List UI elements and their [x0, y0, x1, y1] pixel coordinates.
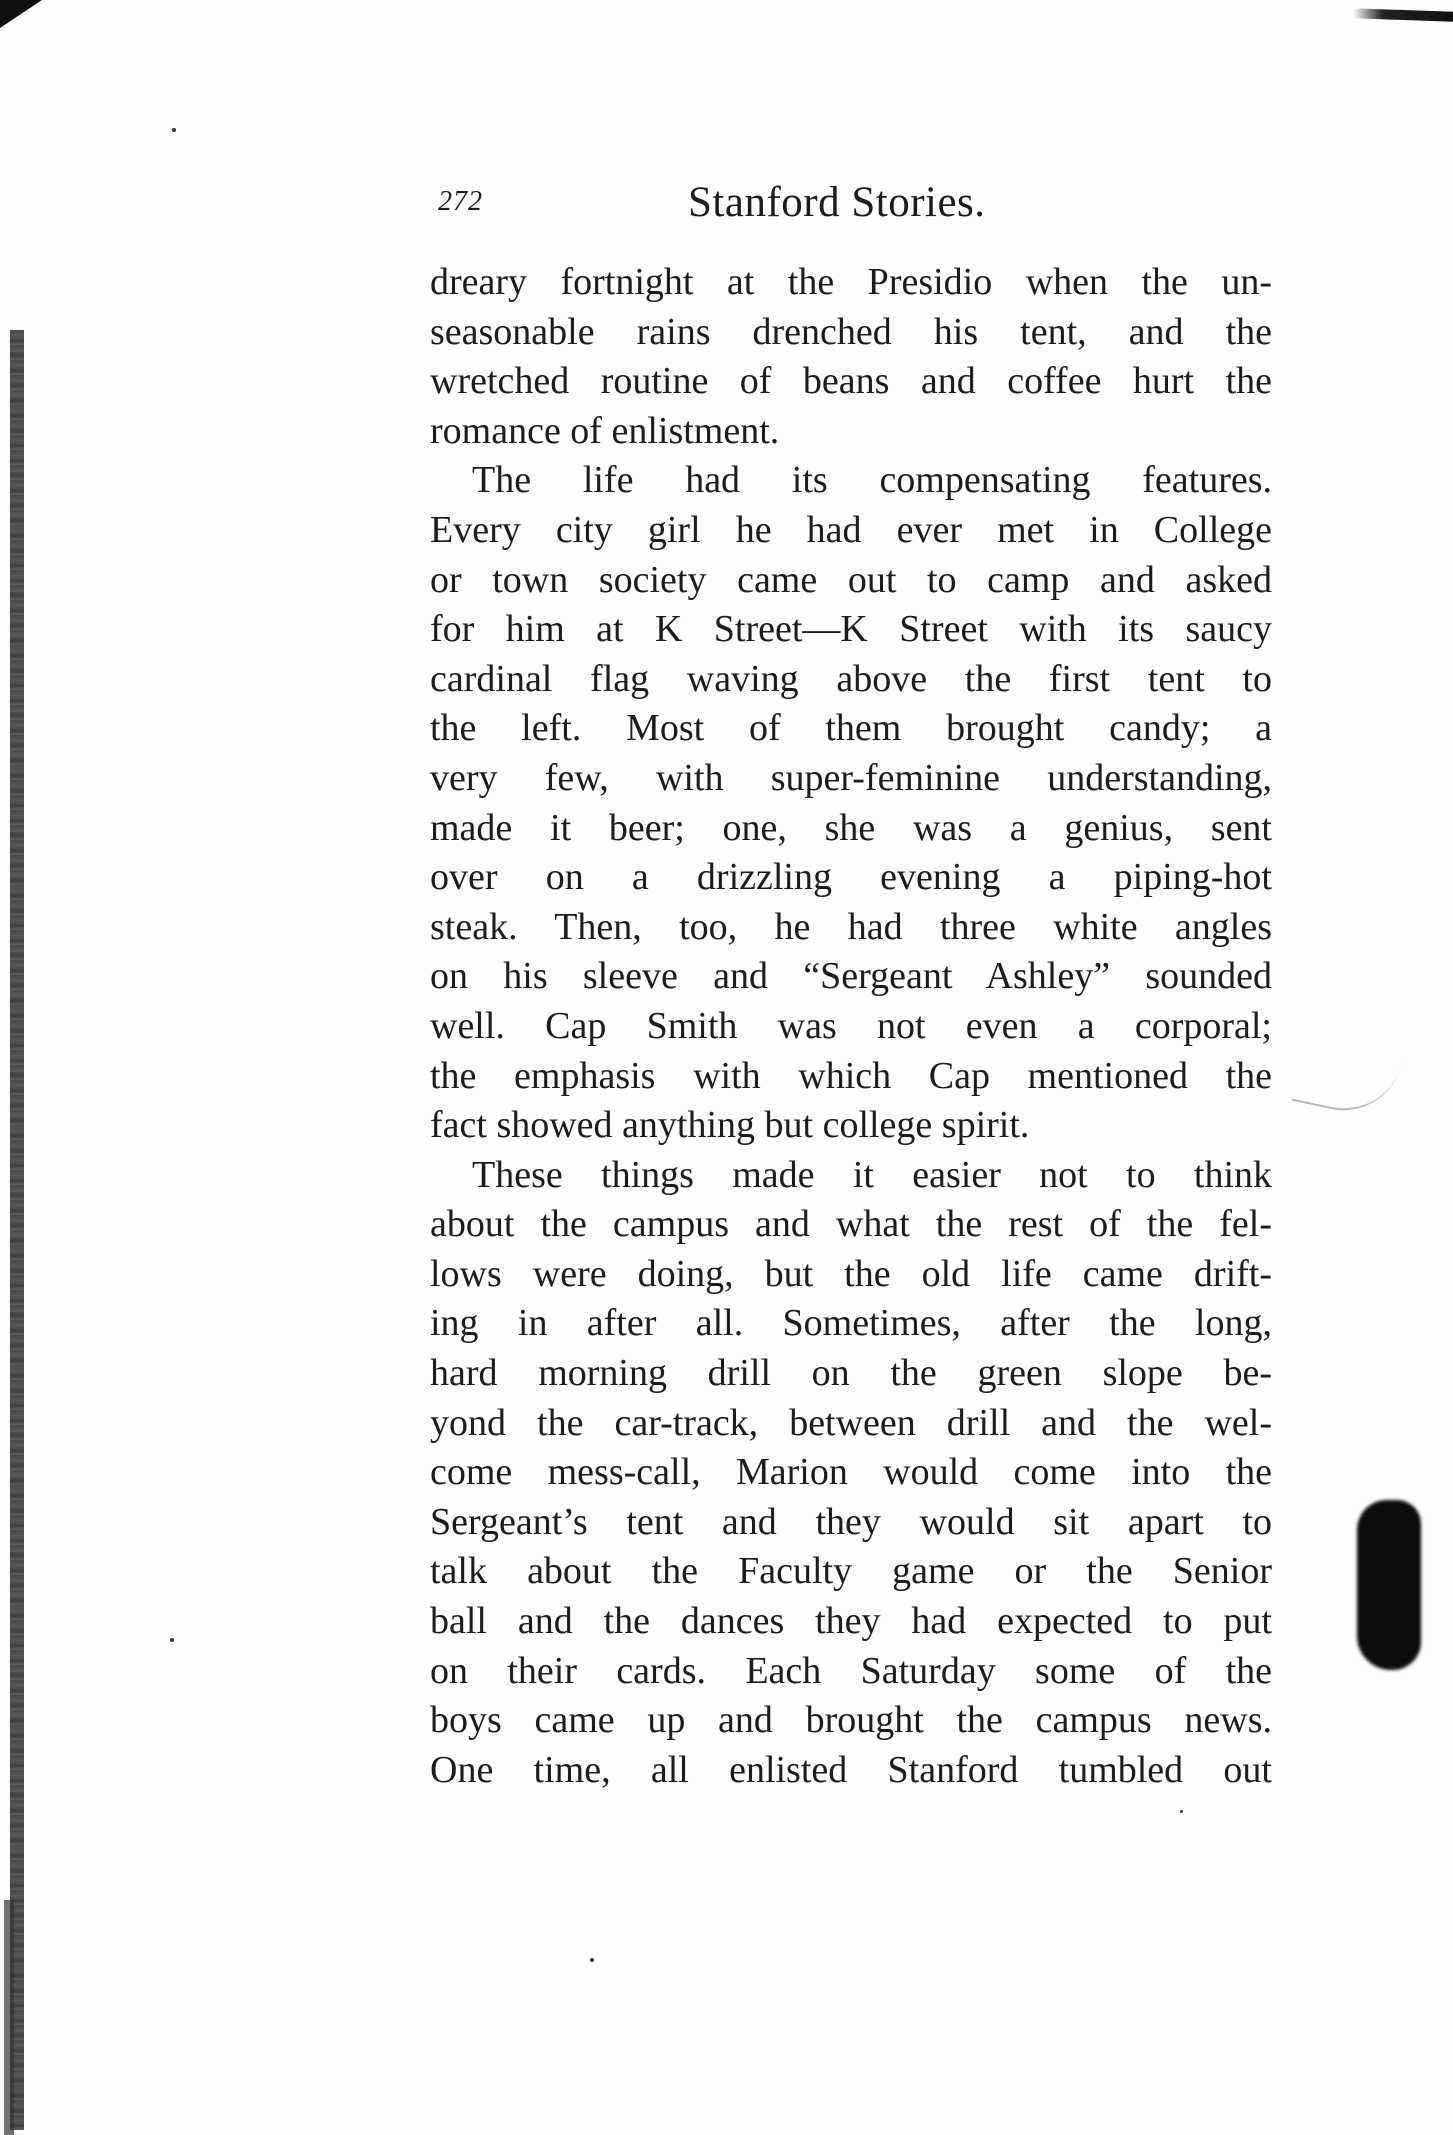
ink-smudge: [1357, 1500, 1421, 1670]
text-line: romance of enlistment.: [430, 409, 780, 452]
page-number: 272: [438, 186, 483, 217]
text-line: or town society came out to camp and asked: [430, 558, 1272, 601]
scan-speck: [1180, 1810, 1183, 1813]
scan-speck: [172, 128, 176, 132]
text-line: ball and the dances they had expected to put: [430, 1600, 1272, 1643]
binding-shadow: [10, 330, 24, 2130]
text-line: talk about the Faculty game or the Senior: [430, 1550, 1272, 1593]
text-line: for him at K Street—K Street with its saucy: [430, 608, 1272, 651]
text-line: come mess-call, Marion would come into the: [430, 1451, 1272, 1494]
text-line: on their cards. Each Saturday some of the: [430, 1649, 1272, 1692]
text-line: fact showed anything but college spirit.: [430, 1104, 1030, 1147]
text-line: cardinal flag waving above the first tent to: [430, 657, 1272, 700]
text-line: Every city girl he had ever met in College: [430, 508, 1272, 551]
text-line: wretched routine of beans and coffee hurt the: [430, 360, 1272, 403]
text-line: steak. Then, too, he had three white angles: [430, 905, 1272, 948]
scan-speck: [590, 1958, 594, 1962]
text-line: well. Cap Smith was not even a corporal;: [430, 1004, 1272, 1047]
text-line: lows were doing, but the old life came drift-: [430, 1252, 1272, 1295]
text-line: dreary fortnight at the Presidio when the un-: [430, 261, 1272, 303]
text-line: These things made it easier not to think: [472, 1153, 1272, 1196]
text-line: The life had its compensating features.: [472, 459, 1272, 502]
scan-corner-mark: [0, 0, 42, 28]
text-line: boys came up and brought the campus news.: [430, 1699, 1272, 1742]
text-line: the left. Most of them brought candy; a: [430, 707, 1272, 750]
text-line: about the campus and what the rest of the fel-: [430, 1203, 1272, 1246]
text-line: Sergeant’s tent and they would sit apart to: [430, 1500, 1272, 1543]
body-text: [430, 258, 1272, 1795]
text-line: very few, with super-feminine understanding,: [430, 756, 1272, 799]
text-line: yond the car-track, between drill and the wel-: [430, 1401, 1272, 1444]
page-title: Stanford Stories.: [688, 179, 986, 226]
text-line: on his sleeve and “Sergeant Ashley” sounded: [430, 955, 1272, 998]
text-line: made it beer; one, she was a genius, sent: [430, 806, 1272, 849]
text-line: ing in after all. Sometimes, after the long,: [430, 1302, 1272, 1345]
text-line: hard morning drill on the green slope be-: [430, 1352, 1272, 1395]
text-line: the emphasis with which Cap mentioned the: [430, 1054, 1272, 1097]
scan-hair-artifact: [1292, 1011, 1409, 1122]
scan-speck: [170, 1638, 174, 1642]
running-head: [438, 178, 1278, 238]
text-line: seasonable rains drenched his tent, and the: [430, 310, 1272, 353]
text-line: over on a drizzling evening a piping-hot: [430, 856, 1272, 899]
binding-shadow: [4, 1900, 14, 2135]
text-line: One time, all enlisted Stanford tumbled out: [430, 1748, 1272, 1791]
scan-corner-mark: [1353, 8, 1453, 21]
